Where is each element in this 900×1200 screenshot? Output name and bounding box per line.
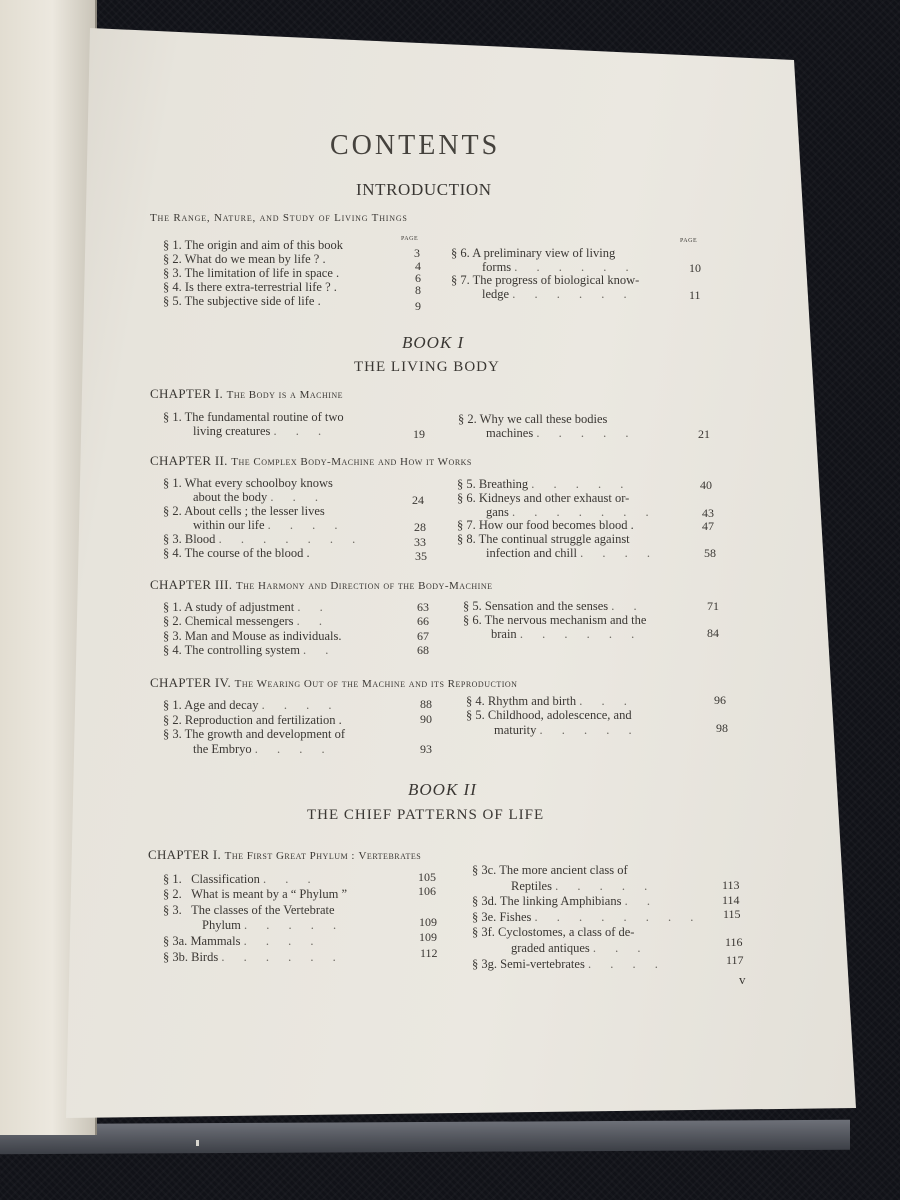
toc-entry[interactable]: § 1. The origin and aim of this book [163, 238, 343, 252]
toc-entry-continuation: within our life . . . . [193, 518, 346, 532]
toc-entry-continuation: living creatures . . . [193, 424, 330, 438]
toc-entry-continuation: machines . . . . . [486, 426, 637, 440]
page-title: CONTENTS [330, 130, 501, 161]
page-number: 8 [415, 283, 421, 297]
toc-entry-continuation: the Embryo . . . . [193, 742, 333, 756]
toc-entry[interactable]: § 6. The nervous mechanism and the [463, 613, 647, 627]
page-column-header: PAGE [680, 238, 698, 244]
toc-entry[interactable]: § 3. The limitation of life in space . [163, 266, 340, 280]
toc-entry[interactable]: § 5. Sensation and the senses . . [463, 599, 645, 613]
toc-entry[interactable]: § 2. Chemical messengers . . [163, 614, 331, 628]
book-label: BOOK II [408, 780, 477, 799]
toc-entry[interactable]: § 2. About cells ; the lesser lives [163, 504, 325, 518]
toc-entry-continuation: forms . . . . . . [482, 260, 637, 274]
chapter-heading: CHAPTER II. The Complex Body-Machine and How it Works [150, 453, 472, 468]
toc-entry[interactable]: § 1. The fundamental routine of two [163, 410, 344, 424]
toc-entry[interactable]: § 3c. The more ancient class of [472, 863, 628, 877]
page-number: 66 [417, 614, 429, 628]
page-column-header: PAGE [401, 236, 419, 242]
book-title: THE LIVING BODY [354, 359, 500, 375]
toc-entry-continuation: ledge . . . . . . [482, 287, 635, 301]
page-number: 117 [726, 953, 744, 967]
toc-entry[interactable]: § 3. The growth and development of [163, 727, 346, 741]
page-number: 93 [420, 742, 432, 756]
toc-entry[interactable]: § 1. What every schoolboy knows [163, 476, 333, 490]
toc-entry-continuation: Reptiles . . . . . [511, 879, 656, 893]
page-number: 113 [722, 878, 740, 892]
toc-entry[interactable]: § 4. Is there extra-terrestrial life ? . [163, 280, 337, 294]
page-number: 6 [415, 271, 421, 285]
page-number: 84 [707, 626, 719, 640]
page-folio: v [739, 972, 746, 987]
toc-entry[interactable]: § 5. Childhood, adolescence, and [466, 708, 632, 722]
toc-entry[interactable]: § 4. Rhythm and birth . . . [466, 694, 635, 708]
page-number: 96 [714, 693, 726, 707]
page-number: 90 [420, 712, 432, 726]
page-number: 21 [698, 427, 710, 441]
page-number: 88 [420, 697, 432, 711]
toc-entry[interactable]: § 3b. Birds . . . . . . [163, 950, 344, 964]
toc-entry[interactable]: § 2. What is meant by a “ Phylum ” [163, 887, 347, 901]
toc-entry[interactable]: § 2. What do we mean by life ? . [163, 252, 326, 266]
page-number: 9 [415, 299, 421, 313]
page-number: 33 [414, 535, 426, 549]
toc-entry[interactable]: § 3f. Cyclostomes, a class of de- [472, 925, 635, 939]
toc-entry[interactable]: § 5. Breathing . . . . . [457, 477, 632, 491]
toc-entry[interactable]: § 3g. Semi-vertebrates . . . . [472, 957, 666, 971]
toc-entry-continuation: infection and chill . . . . [486, 546, 658, 560]
page-number: 105 [418, 870, 436, 884]
page-number: 71 [707, 599, 719, 613]
toc-entry-continuation: gans . . . . . . . [486, 505, 657, 519]
page-number: 98 [716, 721, 728, 735]
toc-entry[interactable]: § 8. The continual struggle against [457, 532, 630, 546]
chapter-heading: CHAPTER I. The Body is a Machine [150, 386, 344, 401]
chapter-heading: CHAPTER III. The Harmony and Direction of the Body-Machine [150, 577, 493, 592]
page-number: 115 [723, 907, 741, 921]
page-number: 43 [702, 506, 714, 520]
page-number: 24 [412, 493, 424, 507]
toc-entry-continuation: brain . . . . . . [491, 627, 643, 641]
page-number: 116 [725, 935, 743, 949]
toc-entry[interactable]: § 6. A preliminary view of living [451, 246, 616, 260]
toc-entry[interactable]: § 3a. Mammals . . . . [163, 934, 322, 948]
toc-entry[interactable]: § 2. Why we call these bodies [458, 412, 608, 426]
toc-entry[interactable]: § 1. A study of adjustment . . [163, 600, 331, 614]
toc-entry[interactable]: § 4. The controlling system . . [163, 643, 337, 657]
toc-entry[interactable]: § 4. The course of the blood . [163, 546, 310, 560]
toc-entry[interactable]: § 3d. The linking Amphibians . . [472, 894, 658, 908]
book-cover-edge [0, 1120, 850, 1154]
page-number: 67 [417, 629, 429, 643]
toc-entry[interactable]: § 5. The subjective side of life . [163, 294, 321, 308]
toc-entry-continuation: Phylum . . . . . [202, 918, 345, 932]
page-number: 40 [700, 478, 712, 492]
toc-entry[interactable]: § 7. How our food becomes blood . [457, 518, 634, 532]
chapter-heading: CHAPTER I. The First Great Phylum : Vertebrates [148, 847, 422, 862]
page-number: 106 [418, 884, 436, 898]
page-number: 63 [417, 600, 429, 614]
toc-entry[interactable]: § 3. Blood . . . . . . . [163, 532, 364, 546]
toc-entry[interactable]: § 6. Kidneys and other exhaust or- [457, 491, 630, 505]
page-number: 11 [689, 288, 701, 302]
page-number: 109 [419, 930, 437, 944]
book-title: THE CHIEF PATTERNS OF LIFE [307, 807, 545, 823]
page-number: 4 [415, 259, 421, 273]
introduction-subtitle: The Range, Nature, and Study of Living Things [150, 212, 408, 224]
page-number: 109 [419, 915, 437, 929]
toc-entry[interactable]: § 3. The classes of the Vertebrate [163, 903, 335, 917]
toc-entry[interactable]: § 7. The progress of biological know- [451, 273, 640, 287]
cover-mark [196, 1140, 199, 1146]
book-label: BOOK I [402, 333, 465, 352]
page-number: 68 [417, 643, 429, 657]
introduction-heading: INTRODUCTION [356, 180, 492, 199]
page-number: 112 [420, 946, 438, 960]
page-number: 35 [415, 549, 427, 563]
page-number: 10 [689, 261, 701, 275]
toc-entry[interactable]: § 1. Classification . . . [163, 872, 319, 886]
page-number: 3 [414, 246, 420, 260]
page-number: 28 [414, 520, 426, 534]
page-number: 19 [413, 427, 425, 441]
toc-entry-continuation: graded antiques . . . [511, 941, 649, 955]
toc-entry[interactable]: § 3. Man and Mouse as individuals. [163, 629, 342, 643]
page-number: 114 [722, 893, 740, 907]
chapter-heading: CHAPTER IV. The Wearing Out of the Machine and its Reproduction [150, 675, 518, 690]
toc-entry[interactable]: § 2. Reproduction and fertilization . [163, 713, 342, 727]
toc-entry[interactable]: § 3e. Fishes . . . . . . . . [472, 910, 702, 924]
page-number: 58 [704, 546, 716, 560]
toc-entry-continuation: maturity . . . . . [494, 723, 640, 737]
page-number: 47 [702, 519, 714, 533]
toc-entry[interactable]: § 1. Age and decay . . . . [163, 698, 340, 712]
toc-entry-continuation: about the body . . . [193, 490, 327, 504]
